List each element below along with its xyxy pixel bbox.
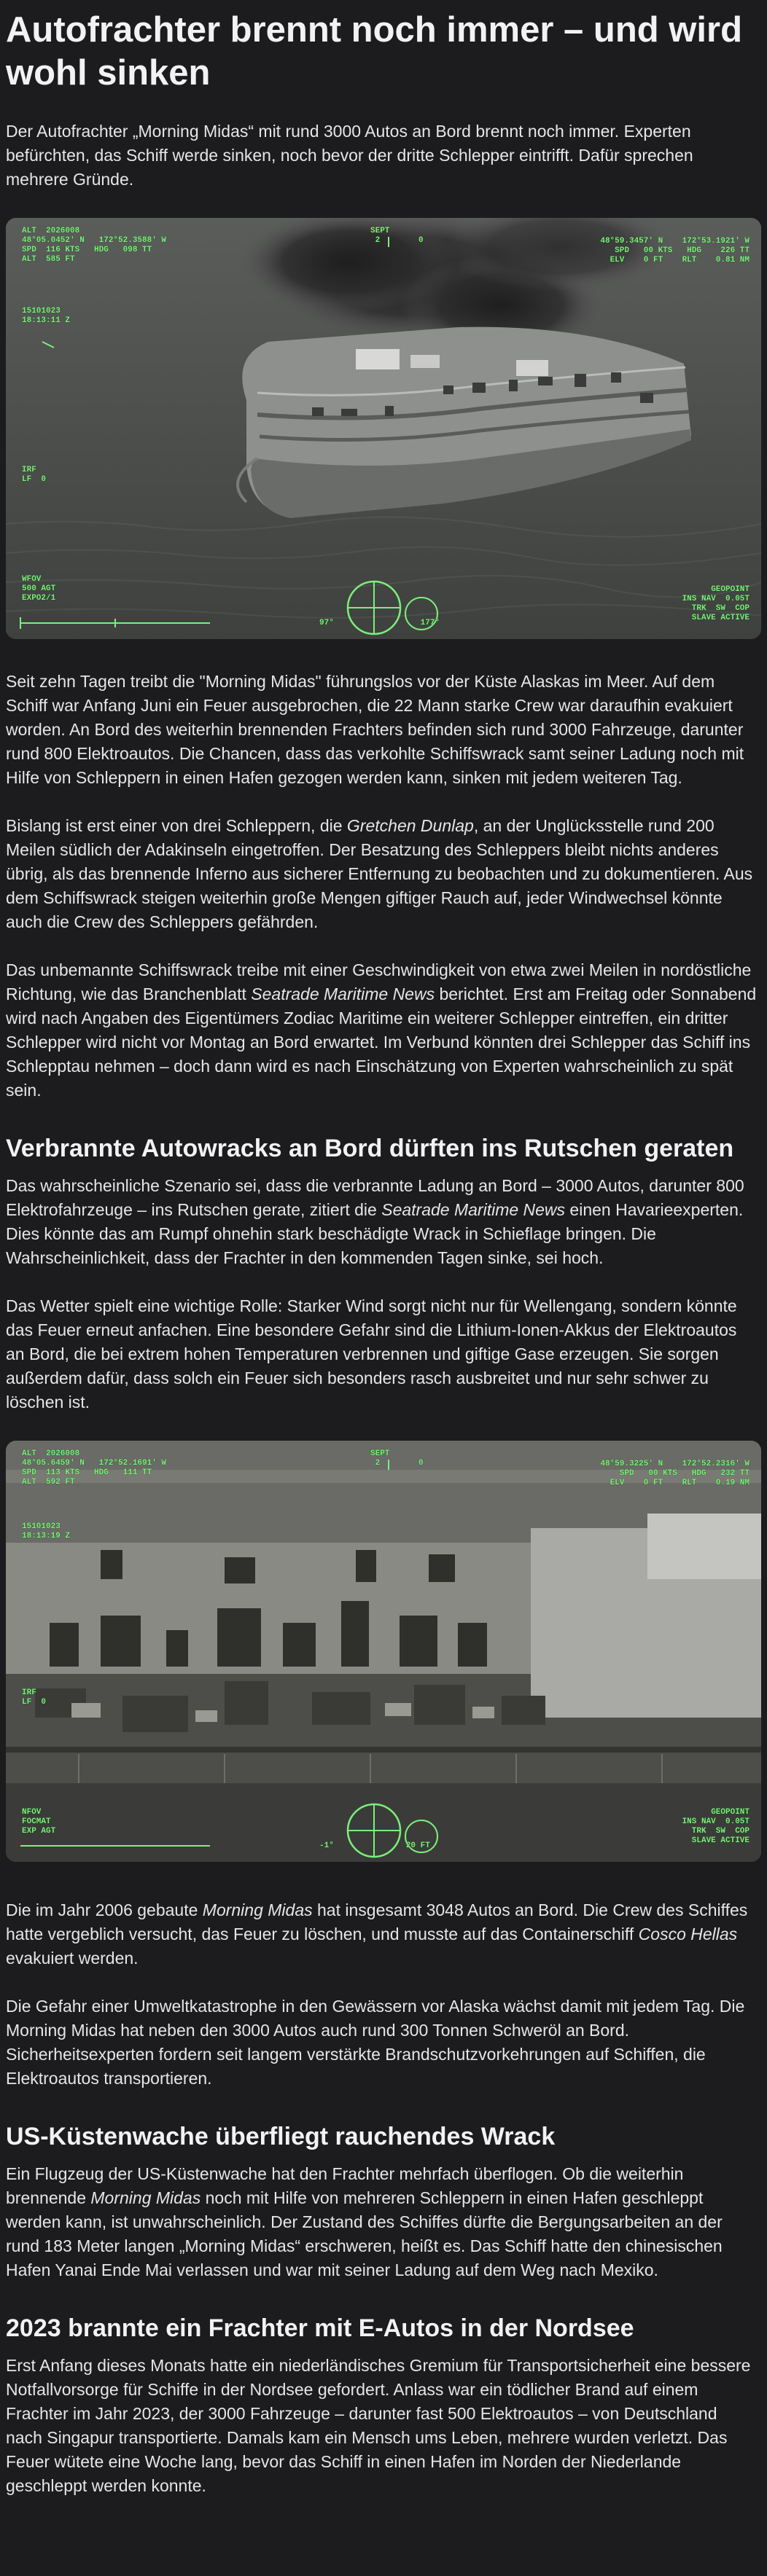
hud-left-time: 15101023 18:13:19 Z (22, 1522, 71, 1540)
hud-bottom-center: 97° 177° (319, 619, 440, 627)
paragraph (6, 1898, 757, 1970)
emphasis-publication: Seatrade Maritime News (251, 984, 435, 1003)
hud-left-time: 15101023 18:13:11 Z (22, 307, 71, 325)
text-run: Das unbemannte Schiffswrack treibe mit einer Geschwindigkeit von etwa zwei Meilen in nordöstliche Richtung, wie das Branchenblatt (6, 960, 752, 1003)
text-run: Die im Jahr 2006 gebaute (6, 1900, 203, 1919)
text-run: einen Havarieexperten. Dies könnte das am Rumpf ohnehin stark beschädigte Wrack in Schieflage bringen. Die Wahrscheinlichkeit, dass der Frachter in den kommenden Tagen sinke, sei hoch. (6, 1200, 744, 1267)
paragraph (6, 814, 757, 934)
emphasis-ship-name: Morning Midas (202, 1900, 313, 1919)
text-run: Bislang ist erst einer von drei Schleppern, die (6, 816, 347, 835)
hud-top-center: SEPT 2 0 (370, 227, 424, 245)
text-run: Ein Flugzeug der US-Küstenwache hat den Frachter mehrfach überflogen. Ob die weiterhin brennende (6, 2164, 684, 2207)
paragraph (6, 2162, 757, 2282)
hud-left-mode: IRF LF 0 (22, 1688, 47, 1707)
paragraph (6, 958, 757, 1103)
section-heading: Verbrannte Autowracks an Bord dürften ins Rutschen geraten (6, 1135, 734, 1162)
hud-top-right: 48°59.3225' N 172°52.2316' W SPD 00 KTS HDG 232 TT ELV 0 FT RLT 0.19 NM (600, 1460, 750, 1487)
intro-paragraph: Der Autofrachter „Morning Midas“ mit rund 3000 Autos an Bord brennt noch immer. Experten befürchten, das Schiff werde sinken, noch bevor der dritte Schlepper eintrifft. Dafür sprechen mehrere Gründe. (6, 122, 693, 189)
text-run: Das wahrscheinliche Szenario sei, dass die verbrannte Ladung an Bord – 3000 Autos, darunter 800 Elektrofahrzeuge – ins Rutschen gerate, zitiert die (6, 1176, 744, 1219)
headline: Autofrachter brennt noch immer – und wird wohl sinken (6, 10, 743, 93)
hud-left-mode: IRF LF 0 (22, 466, 47, 484)
emphasis-ship-name: Cosco Hellas (638, 1925, 738, 1943)
emphasis-publication: Seatrade Maritime News (381, 1200, 566, 1219)
text-run: hat insgesamt 3048 Autos an Bord. Die Crew des Schiffes hatte vergeblich versucht, das Feuer zu löschen, und musste auf das Containerschiff (6, 1900, 748, 1943)
burnt-deck-illustration (6, 1441, 761, 1862)
text-run: noch mit Hilfe von mehreren Schleppern in einen Hafen geschleppt werden kann, ist unwahrscheinlich. Der Zustand des Schiffes dürfte die Bergungsarbeiten an der rund 183 Meter langen „Morning Midas“ erschweren, heißt es. Das Schiff hatte den chinesischen Hafen Yanai Ende Mai verlassen und war mit seiner Ladung auf dem Weg nach Mexiko. (6, 2188, 723, 2279)
text-run: evakuiert werden. (6, 1949, 139, 1968)
hud-bottom-center: -1° 20 FT (319, 1841, 430, 1850)
ship-fire-photo[interactable] (6, 218, 761, 639)
hud-bottom-right: GEOPOINT INS NAV 0.05T TRK SW COP SLAVE ACTIVE (682, 585, 750, 622)
hud-bottom-left: WFOV 500 AGT EXPO2/1 (22, 575, 56, 603)
burnt-deck-photo[interactable] (6, 1441, 761, 1862)
hud-top-left: ALT 2026008 48°05.0452' N 172°52.3588' W SPD 116 KTS HDG 098 TT ALT 585 FT (22, 227, 167, 264)
section-heading: 2023 brannte ein Frachter mit E-Autos in der Nordsee (6, 2314, 634, 2342)
section-heading: US-Küstenwache überfliegt rauchendes Wrack (6, 2123, 556, 2150)
text-run: , an der Unglücksstelle rund 200 Meilen südlich der Adakinseln eingetroffen. Der Besatzung des Schleppers bleibt nichts anderes übrig, als das brennende Inferno aus sicherer Entfernung zu beobachten und zu dokumentieren. Aus dem Schiffswrack steigen weiterhin große Mengen giftiger Rauch auf, jeder Windwechsel könnte auch die Crew des Schleppers gefährden. (6, 816, 753, 931)
hud-bottom-right: GEOPOINT INS NAV 0.05T TRK SW COP SLAVE ACTIVE (682, 1808, 750, 1845)
text-run: berichtet. Erst am Freitag oder Sonnabend wird nach Angaben des Eigentümers Zodiac Maritime ein weiterer Schlepper eintreffen, ein dritter Schlepper wird nicht vor Montag an Bord erwartet. Im Verbund könnten drei Schlepper das Schiff ins Schlepptau nehmen – doch dann wird es nach Einschätzung von Experten wahrscheinlich zu spät sein. (6, 984, 757, 1100)
emphasis-tug-name: Gretchen Dunlap (346, 816, 474, 835)
paragraph (6, 1174, 757, 1270)
hud-bottom-left: NFOV FOCMAT EXP AGT (22, 1808, 56, 1836)
hud-top-right: 48°59.3457' N 172°53.1921' W SPD 00 KTS HDG 226 TT ELV 0 FT RLT 0.81 NM (600, 237, 750, 265)
paragraph: Die Gefahr einer Umweltkatastrophe in den Gewässern vor Alaska wächst damit mit jedem Tag. Die Morning Midas hat neben den 3000 Autos auch rund 300 Tonnen Schweröl an Bord. Sicherheitsexperten fordern seit langem verstärkte Brandschutzvorkehrungen auf Schiffen, die Elektroautos transportieren. (6, 1997, 745, 2088)
paragraph: Das Wetter spielt eine wichtige Rolle: Starker Wind sorgt nicht nur für Wellengang, sondern könnte das Feuer erneut anfachen. Eine besondere Gefahr sind die Lithium-Ionen-Akkus der Elektroautos an Bord, die bei extrem hohen Temperaturen verbrennen und giftige Gase erzeugen. Sie sorgen außerdem dafür, dass solch ein Feuer sich besonders rasch ausbreitet und nur sehr schwer zu löschen ist. (6, 1296, 737, 1412)
paragraph: Erst Anfang dieses Monats hatte ein niederländisches Gremium für Transportsicherheit eine bessere Notfallvorsorge für Schiffe in der Nordsee gefordert. Anlass war ein tödlicher Brand auf einem Frachter im Jahr 2023, der 3000 Fahrzeuge – darunter fast 500 Elektroautos – von Deutschland nach Singapur transportierte. Damals kam ein Mensch ums Leben, mehrere wurden verletzt. Das Feuer wütete eine Woche lang, bevor das Schiff in einen Hafen im Norden der Niederlande geschleppt werden konnte. (6, 2356, 751, 2495)
ship-fire-illustration (6, 218, 761, 639)
paragraph: Seit zehn Tagen treibt die "Morning Midas" führungslos vor der Küste Alaskas im Meer. Auf dem Schiff war Anfang Juni ein Feuer ausgebrochen, die 22 Mann starke Crew war daraufhin evakuiert worden. An Bord des weiterhin brennenden Frachters befinden sich rund 3000 Fahrzeuge, darunter rund 800 Elektroautos. Die Chancen, dass das verkohlte Schiffswrack samt seiner Ladung noch mit Hilfe von Schleppern in einen Hafen gezogen werden kann, sinken mit jedem weiteren Tag. (6, 672, 744, 787)
hud-top-center: SEPT 2 0 (370, 1449, 424, 1468)
emphasis-ship-name: Morning Midas (90, 2188, 201, 2207)
hud-top-left: ALT 2026008 48°05.6459' N 172°52.1691' W SPD 113 KTS HDG 111 TT ALT 592 FT (22, 1449, 167, 1487)
